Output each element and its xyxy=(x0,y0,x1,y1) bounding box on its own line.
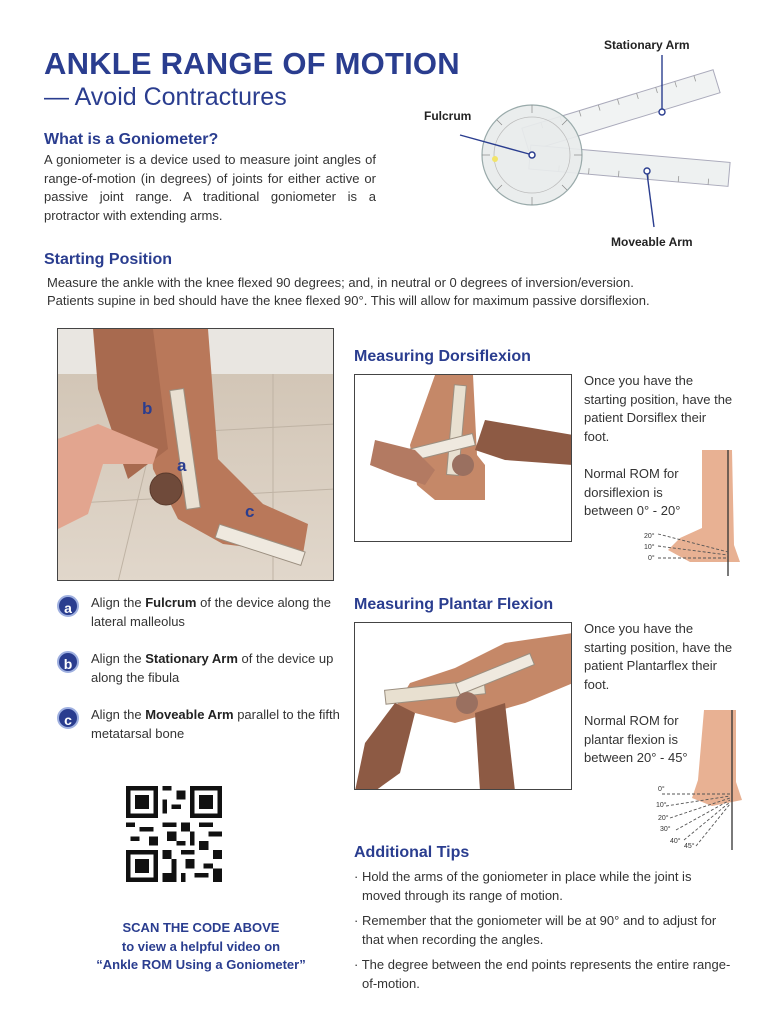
plantar-angle-20: 20° xyxy=(658,815,669,822)
scan-line-3: “Ankle ROM Using a Goniometer” xyxy=(96,957,306,972)
step-b xyxy=(57,650,341,687)
goniometer-illustration xyxy=(440,55,740,235)
tip-item: · Remember that the goniometer will be at 90° and to adjust for that when recording the angles. xyxy=(354,913,717,947)
badge-c: c xyxy=(57,707,79,729)
dorsiflexion-angle-0: 0° xyxy=(648,555,655,562)
starting-position-line-1: Measure the ankle with the knee flexed 90 degrees; and, in neutral or 0 degrees of inversion/eversion. xyxy=(47,275,634,290)
photo-label-a: a xyxy=(177,456,187,475)
step-b-text: Align the Stationary Arm of the device up along the fibula xyxy=(91,651,334,685)
stationary-arm-label: Stationary Arm xyxy=(604,38,690,52)
page-title: ANKLE RANGE OF MOTION xyxy=(44,46,460,81)
dorsiflexion-heading: Measuring Dorsiflexion xyxy=(354,348,531,365)
dorsiflexion-instruction: Once you have the starting position, have the patient Dorsiflex their foot. xyxy=(584,373,733,444)
plantar-heading: Measuring Plantar Flexion xyxy=(354,596,554,613)
plantar-angle-diagram xyxy=(652,710,748,850)
plantar-flexion-photo xyxy=(354,622,572,790)
starting-position-line-2: Patients supine in bed should have the knee flexed 90°. This will allow for maximum passive dorsiflexion. xyxy=(47,293,650,308)
step-a-text: Align the Fulcrum of the device along the lateral malleolus xyxy=(91,595,331,629)
step-c xyxy=(57,706,341,743)
dorsiflexion-photo xyxy=(354,374,572,542)
tips-heading: Additional Tips xyxy=(354,844,470,861)
fulcrum-label: Fulcrum xyxy=(424,109,472,123)
plantar-angle-30: 30° xyxy=(660,826,671,833)
plantar-instruction: Once you have the starting position, have the patient Plantarflex their foot. xyxy=(584,621,733,692)
plantar-angle-40: 40° xyxy=(670,838,681,845)
scan-caption xyxy=(57,919,345,975)
badge-a: a xyxy=(57,595,79,617)
goniometer-description: A goniometer is a device used to measure joint angles of range-of-motion (in degrees) of joints for either active or passive joint range. A traditional goniometer is a protractor with extending arms. xyxy=(44,152,376,223)
photo-label-b: b xyxy=(142,399,153,418)
plantar-angle-0: 0° xyxy=(658,786,665,793)
scan-line-1: SCAN THE CODE ABOVE xyxy=(122,920,280,935)
plantar-angle-10: 10° xyxy=(656,802,667,809)
step-c-text: Align the Moveable Arm parallel to the fifth metatarsal bone xyxy=(91,707,340,741)
scan-line-2: to view a helpful video on xyxy=(121,938,281,954)
dorsiflexion-angle-20: 20° xyxy=(644,533,655,540)
step-a xyxy=(57,594,341,631)
tip-item: · The degree between the end points represents the entire range-of-motion. xyxy=(354,957,731,991)
plantar-angle-45: 45° xyxy=(684,843,695,850)
page-subtitle: — Avoid Contractures xyxy=(44,83,287,111)
photo-label-c: c xyxy=(245,502,255,521)
starting-position-heading: Starting Position xyxy=(44,251,172,268)
dorsiflexion-angle-10: 10° xyxy=(644,544,655,551)
tips-list xyxy=(354,868,734,1000)
moveable-arm-label: Moveable Arm xyxy=(611,235,693,249)
plantar-normal-rom: Normal ROM for plantar flexion is between 20° - 45° xyxy=(584,713,688,765)
ankle-goniometer-photo xyxy=(57,328,334,581)
badge-b: b xyxy=(57,651,79,673)
qr-code[interactable] xyxy=(126,786,222,882)
dorsiflexion-normal-rom: Normal ROM for dorsiflexion is between 0° - 20° xyxy=(584,466,681,518)
tip-item: · Hold the arms of the goniometer in place while the joint is moved through its range of motion. xyxy=(354,869,692,903)
dorsiflexion-angle-diagram xyxy=(640,450,748,576)
goniometer-heading: What is a Goniometer? xyxy=(44,131,219,148)
